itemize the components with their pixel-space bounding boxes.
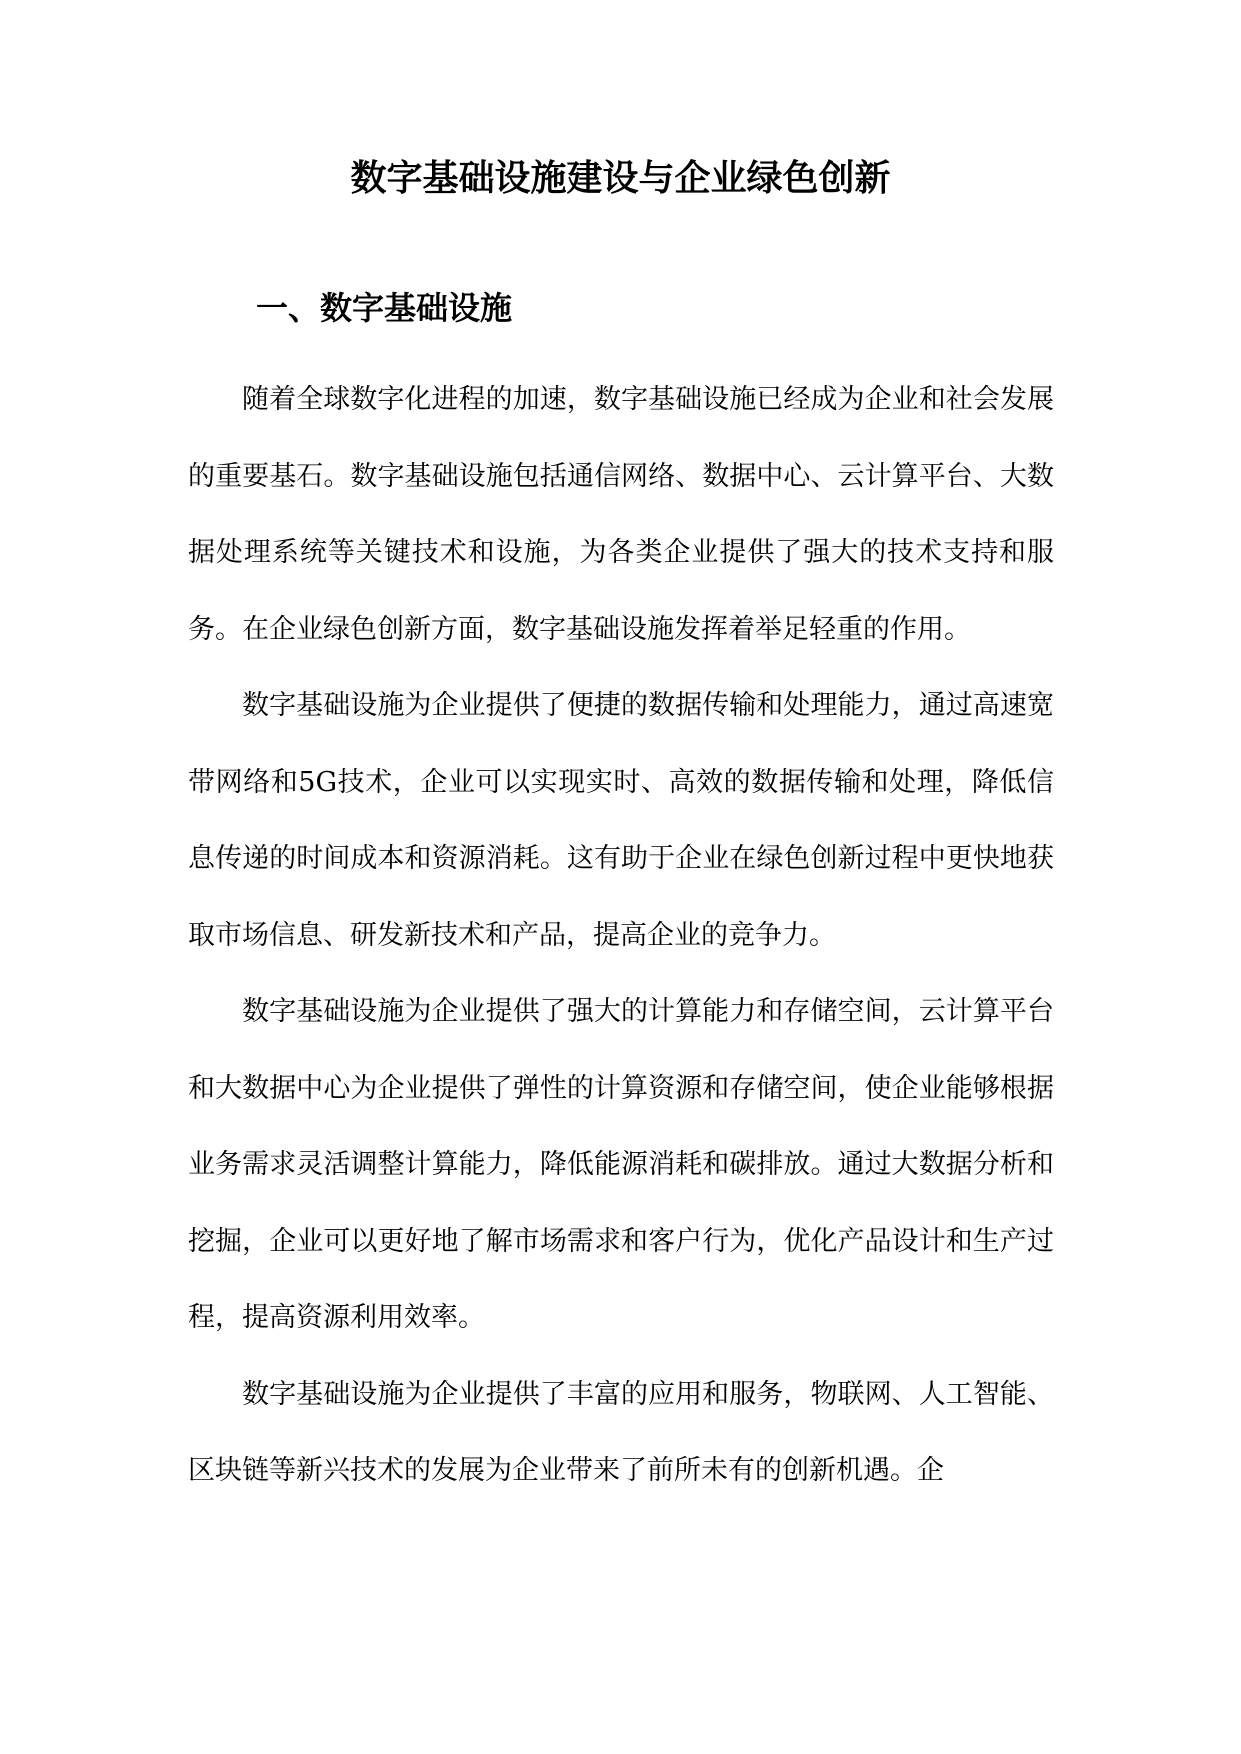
paragraph-3: 数字基础设施为企业提供了强大的计算能力和存储空间，云计算平台和大数据中心为企业提供了弹性的计算资源和存储空间，使企业能够根据业务需求灵活调整计算能力，降低能源消耗和碳排放。通过大数据分析和挖掘，企业可以更好地了解市场需求和客户行为，优化产品设计和生产过程，提高资源利用效率。 bbox=[188, 996, 1054, 1333]
section-body bbox=[188, 362, 1054, 1510]
paragraph-1: 随着全球数字化进程的加速，数字基础设施已经成为企业和社会发展的重要基石。数字基础设施包括通信网络、数据中心、云计算平台、大数据处理系统等关键技术和设施，为各类企业提供了强大的技术支持和服务。在企业绿色创新方面，数字基础设施发挥着举足轻重的作用。 bbox=[188, 384, 1054, 645]
document-title: 数字基础设施建设与企业绿色创新 bbox=[350, 157, 891, 199]
paragraph-2: 数字基础设施为企业提供了便捷的数据传输和处理能力，通过高速宽带网络和5G技术，企业可以实现实时、高效的数据传输和处理，降低信息传递的时间成本和资源消耗。这有助于企业在绿色创新过程中更快地获取市场信息、研发新技术和产品，提高企业的竞争力。 bbox=[188, 690, 1054, 951]
paragraph-4: 数字基础设施为企业提供了丰富的应用和服务，物联网、人工智能、区块链等新兴技术的发展为企业带来了前所未有的创新机遇。企 bbox=[188, 1378, 1054, 1486]
section-heading: 一、数字基础设施 bbox=[256, 289, 513, 327]
